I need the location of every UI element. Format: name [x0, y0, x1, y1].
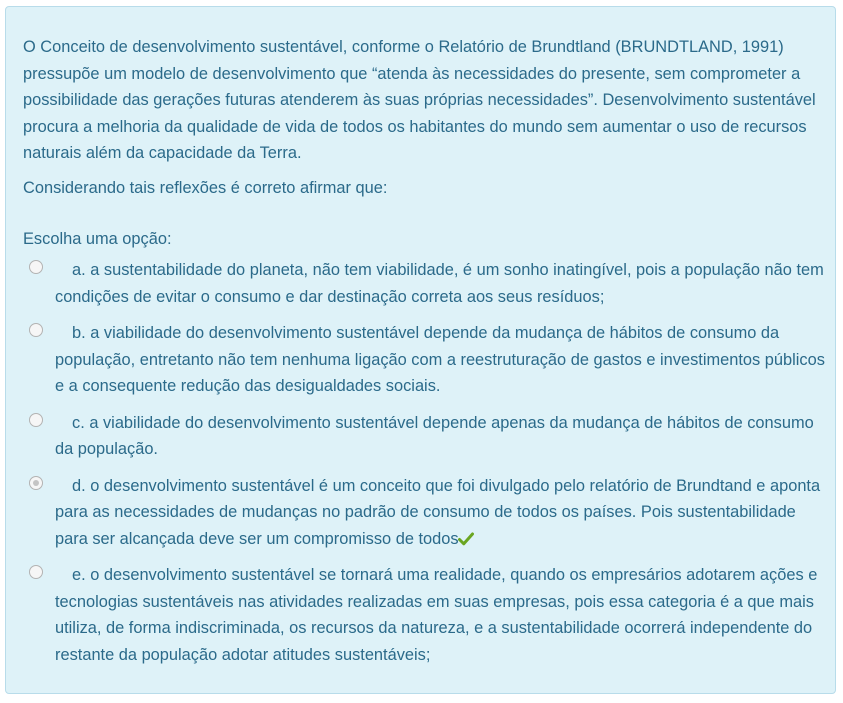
- option-c[interactable]: [29, 410, 829, 463]
- option-text: a viabilidade do desenvolvimento sustentável depende da mudança de hábitos de consumo da população, entretanto não tem nenhuma ligação com a reestruturação de gastos e investimentos públicos e a consequente redução das desigualdades sociais.: [55, 324, 825, 395]
- option-label: [55, 562, 829, 668]
- option-letter: a.: [72, 261, 86, 279]
- option-letter: b.: [72, 324, 86, 342]
- question-instruction: Considerando tais reflexões é correto afirmar que:: [23, 178, 388, 197]
- radio-button-selected[interactable]: [29, 476, 43, 490]
- option-letter: d.: [72, 476, 86, 495]
- check-icon: [458, 532, 474, 546]
- radio-button[interactable]: [29, 260, 43, 274]
- option-label: [55, 473, 829, 553]
- option-label: [55, 257, 829, 310]
- option-text: a sustentabilidade do planeta, não tem viabilidade, é um sonho inatingível, pois a população não tem condições de evitar o consumo e dar destinação correta aos seus resíduos;: [55, 261, 824, 306]
- option-letter: e.: [72, 566, 86, 584]
- answer-options: [29, 257, 829, 678]
- option-text: a viabilidade do desenvolvimento sustentável depende apenas da mudança de hábitos de consumo da população.: [55, 413, 814, 458]
- option-label: [55, 320, 829, 400]
- radio-button[interactable]: [29, 413, 43, 427]
- radio-button[interactable]: [29, 565, 43, 579]
- option-letter: c.: [72, 413, 85, 432]
- question-paragraph: O Conceito de desenvolvimento sustentável, conforme o Relatório de Brundtland (BRUNDTLAND, 1991) pressupõe um modelo de desenvolvimento que “atenda às necessidades do presente, sem comprometer a possibilidade das gerações futuras atenderem às suas próprias necessidades”. Desenvolvimento sustentável procura a melhoria da qualidade de vida de todos os habitantes do mundo sem aumentar o uso de recursos naturais além da capacidade da Terra.: [23, 38, 816, 162]
- option-d[interactable]: [29, 473, 829, 553]
- option-a[interactable]: [29, 257, 829, 310]
- option-text: o desenvolvimento sustentável se tornará uma realidade, quando os empresários adotarem ações e tecnologias sustentáveis nas atividades realizadas em suas empresas, pois essa categoria é a que mais utiliza, de forma indiscriminada, os recursos da natureza, e a sustentabilidade ocorrerá independente do restante da população adotar atitudes sustentáveis;: [55, 566, 818, 664]
- option-e[interactable]: [29, 562, 829, 668]
- choose-option-prompt: Escolha uma opção:: [23, 230, 172, 248]
- question-text: [23, 34, 823, 201]
- question-panel: [5, 6, 836, 694]
- option-text: o desenvolvimento sustentável é um conceito que foi divulgado pelo relatório de Brundtand e aponta para as necessidades de mudanças no padrão de consumo de todos os países. Pois sustentabilidade para ser alcançada deve ser um compromisso de todos: [55, 476, 821, 548]
- option-label: [55, 410, 829, 463]
- option-b[interactable]: [29, 320, 829, 400]
- radio-button[interactable]: [29, 323, 43, 337]
